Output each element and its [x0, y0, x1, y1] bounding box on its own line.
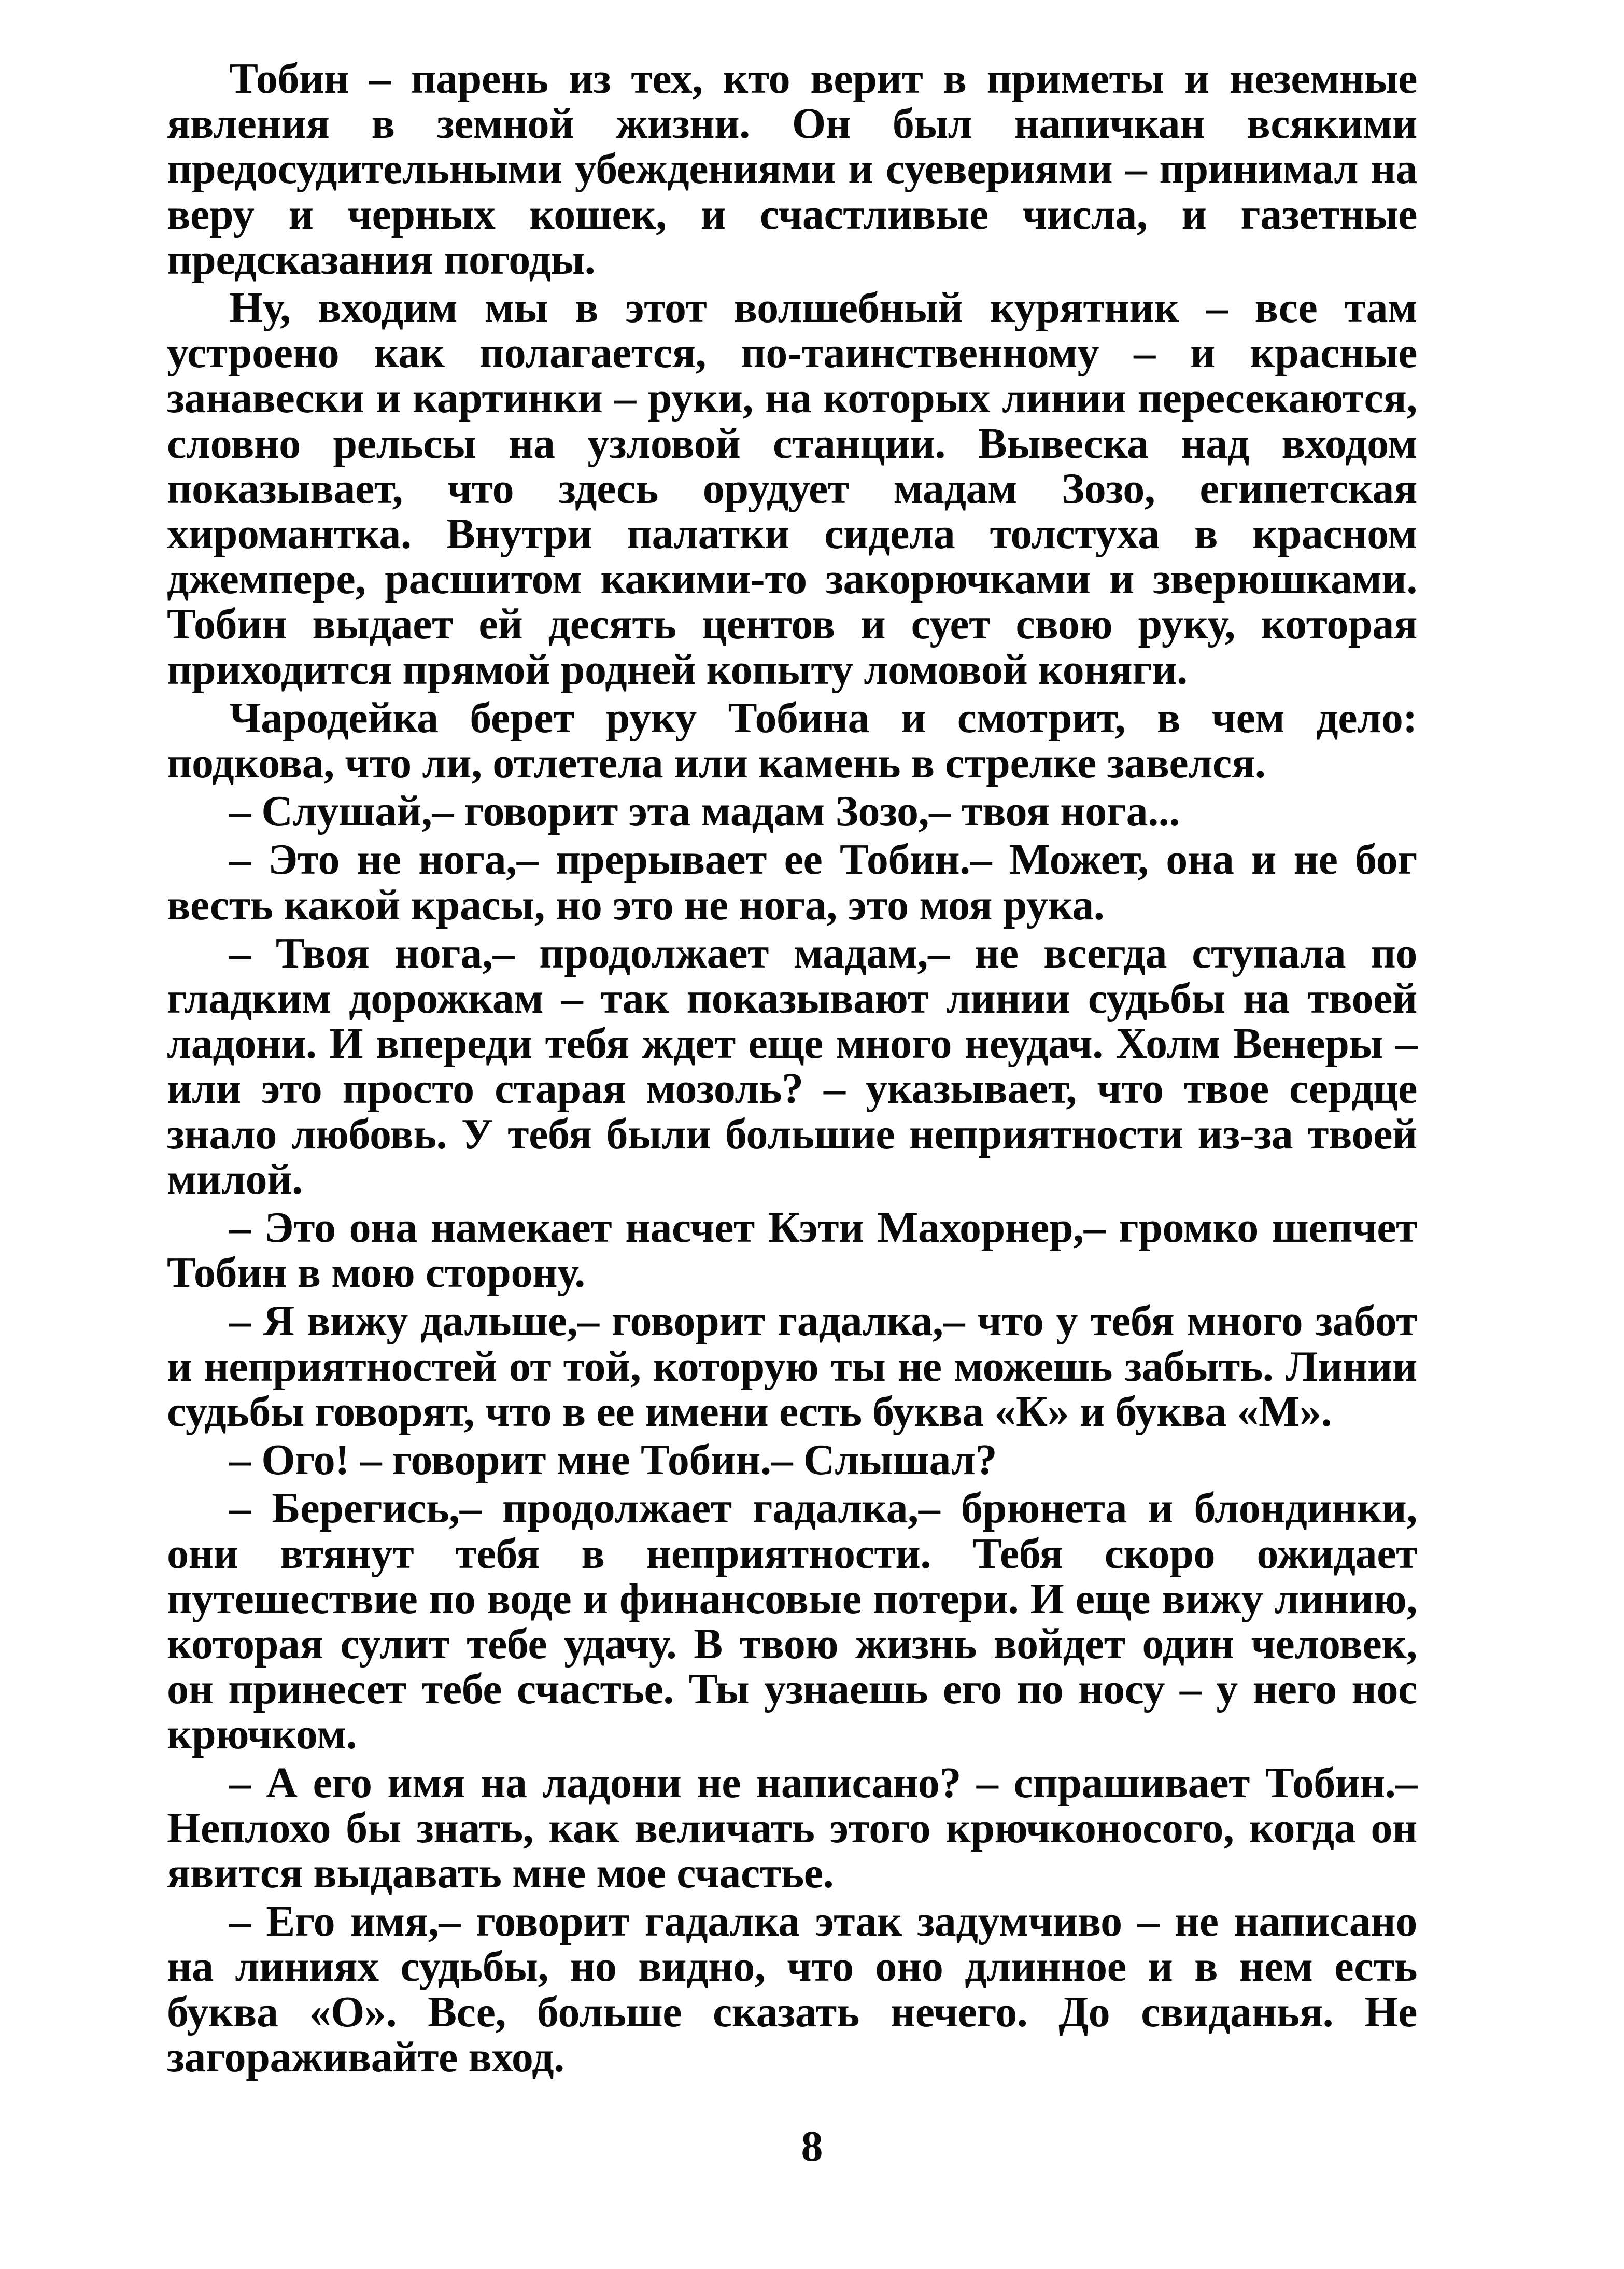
body-text	[167, 56, 1417, 2080]
dialogue-line: – Твоя нога,– продолжает мадам,– не всегда ступала по гладким дорожкам – так показывают линии судьбы на твоей ладони. И впереди тебя ждет еще много неудач. Холм Венеры – или это просто старая мозоль? – указывает, что твое сердце знало любовь. У тебя были большие неприятности из-за твоей милой.	[167, 929, 1417, 1203]
dialogue-line: – Это не нога,– прерывает ее Тобин.– Может, она и не бог весть какой красы, но это не нога, это моя рука.	[167, 835, 1417, 929]
dialogue-line: – Я вижу дальше,– говорит гадалка,– что у тебя много забот и неприятностей от той, которую ты не можешь забыть. Линии судьбы говорят, что в ее имени есть буква «К» и буква «М».	[167, 1297, 1417, 1436]
dialogue-line: – А его имя на ладони не написано? – спрашивает Тобин.– Неплохо бы знать, как величать этого крючконосого, когда он явится выдавать мне мое счастье.	[167, 1758, 1417, 1897]
dialogue-line: – Берегись,– продолжает гадалка,– брюнета и блондинки, они втянут тебя в неприятности. Тебя скоро ожидает путешествие по воде и финансовые потери. И еще вижу линию, которая сулит тебе удачу. В твою жизнь войдет один человек, он принесет тебе счастье. Ты узнаешь его по носу – у него нос крючком.	[167, 1484, 1417, 1759]
dialogue-line: – Слушай,– говорит эта мадам Зозо,– твоя нога...	[229, 787, 1180, 836]
paragraph: Ну, входим мы в этот волшебный курятник – все там устроено как полагается, по-таинственному – и красные занавески и картинки – руки, на которых линии пересекаются, словно рельсы на узловой станции. Вывеска над входом показывает, что здесь орудует мадам Зозо, египетская хиромантка. Внутри палатки сидела толстуха в красном джемпере, расшитом какими-то закорючками и зверюшками. Тобин выдает ей десять центов и сует свою руку, которая приходится прямой родней копыту ломовой коняги.	[167, 284, 1417, 694]
dialogue-line: – Это она намекает насчет Кэти Махорнер,– громко шепчет Тобин в мою сторону.	[167, 1203, 1417, 1297]
paragraph: Чародейка берет руку Тобина и смотрит, в чем дело: подкова, что ли, отлетела или камень в стрелке завелся.	[167, 693, 1417, 788]
page-number: 8	[801, 2122, 823, 2170]
dialogue-line: – Его имя,– говорит гадалка этак задумчиво – не написано на линиях судьбы, но видно, что оно длинное и в нем есть буква «О». Все, больше сказать нечего. До свиданья. Не загораживайте вход.	[167, 1897, 1417, 2081]
dialogue-line: – Ого! – говорит мне Тобин.– Слышал?	[229, 1436, 997, 1484]
paragraph: Тобин – парень из тех, кто верит в приметы и неземные явления в земной жизни. Он был напичкан всякими предосудительными убеждениями и суевериями – принимал на веру и черных кошек, и счастливые числа, и газетные предсказания погоды.	[167, 54, 1417, 284]
